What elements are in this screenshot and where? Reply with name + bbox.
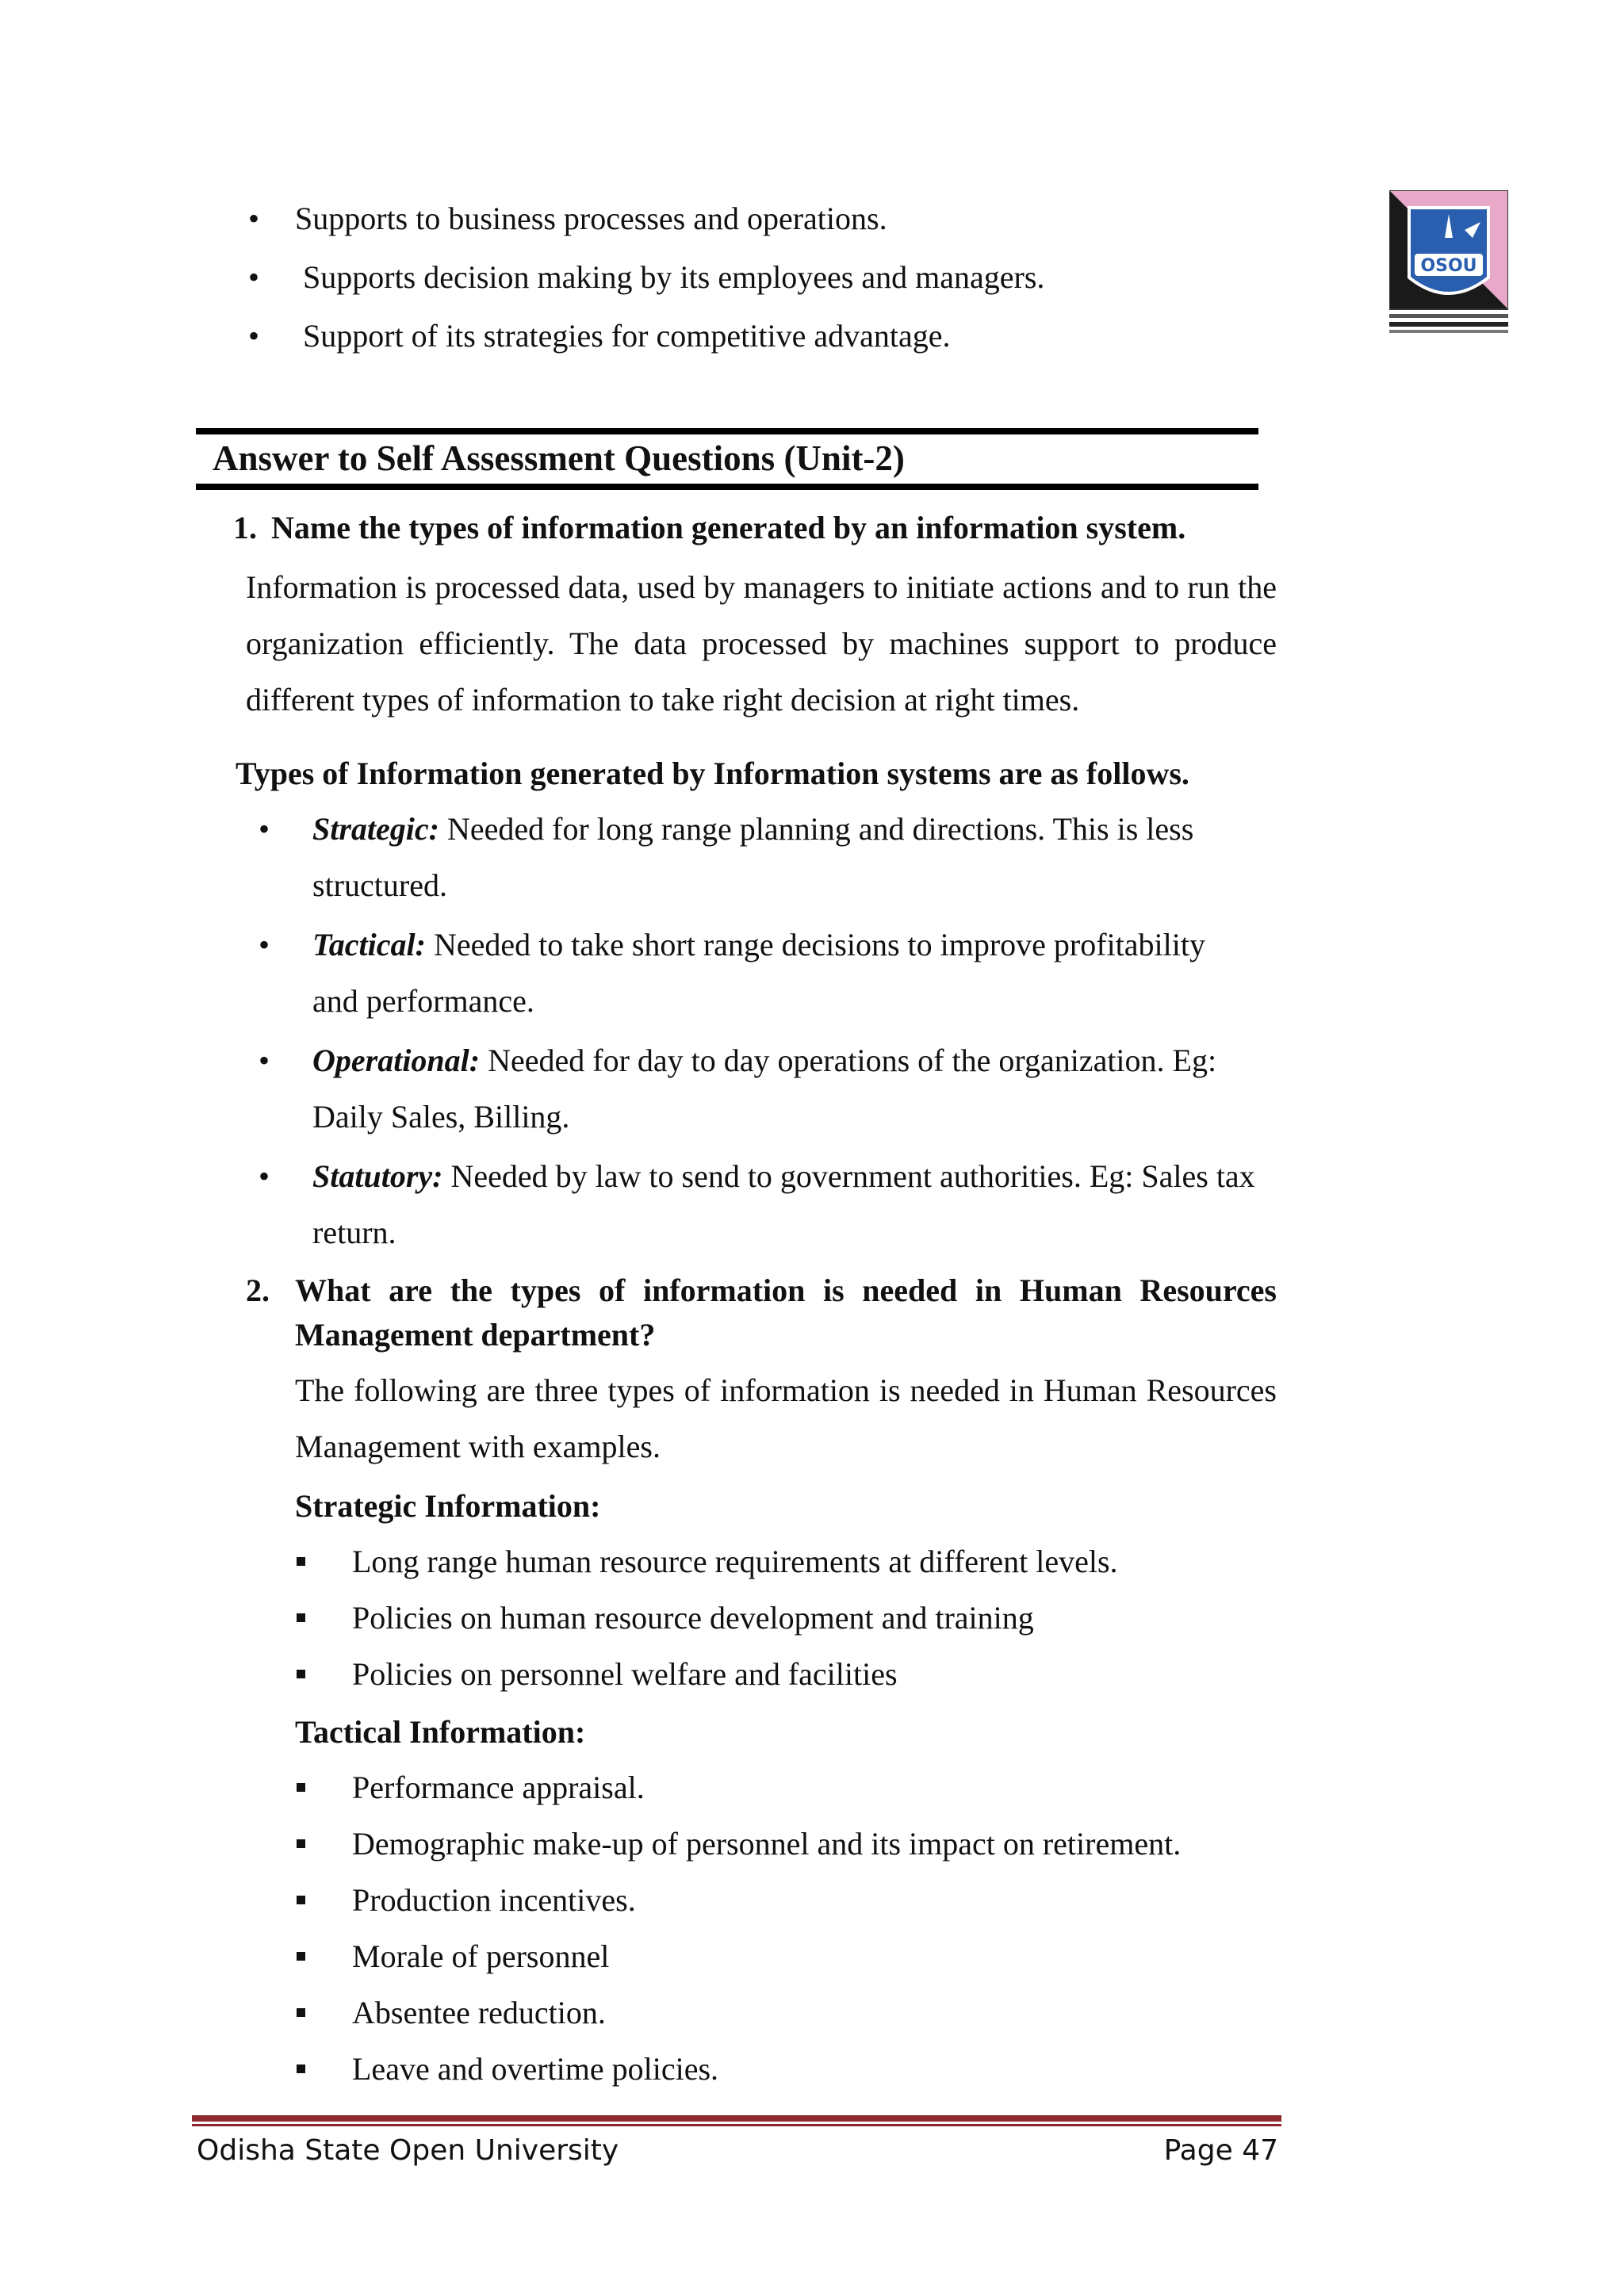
square-bullet-icon: [297, 1896, 305, 1904]
list-item: Long range human resource requirements at different levels.: [293, 1533, 1285, 1590]
heading-top-rule: [196, 428, 1258, 434]
square-bullet-icon: [297, 1557, 305, 1566]
bullet-icon: •: [258, 811, 270, 847]
logo-text: OSOU: [1420, 256, 1477, 276]
square-bullet-icon: [297, 1670, 305, 1678]
types-heading: Types of Information generated by Information systems are as follows.: [236, 756, 1189, 791]
question-2-number: 2.: [246, 1272, 270, 1308]
top-bullet-list: [238, 197, 1348, 373]
question-1-answer: Information is processed data, used by managers to initiate actions and to run the organization efficiently. The data processed by machines support to produce different types of information to take right decision at right times.: [246, 569, 1277, 718]
strategic-heading: Strategic Information:: [295, 1488, 601, 1524]
type-term: Tactical:: [312, 927, 426, 962]
list-item: [238, 197, 1348, 255]
section-heading: Answer to Self Assessment Questions (Unit-2): [213, 438, 905, 478]
square-bullet-icon: [297, 2008, 305, 2017]
bullet-icon: •: [258, 1158, 270, 1194]
list-item: Leave and overtime policies.: [293, 2041, 1285, 2097]
list-item: Policies on human resource development and training: [293, 1590, 1285, 1646]
question-2-answer: The following are three types of information is needed in Human Resources Management with examples.: [295, 1372, 1277, 1464]
footer-page-number: Page 47: [1163, 2134, 1278, 2167]
bullet-icon: •: [258, 1043, 270, 1078]
type-term: Operational:: [312, 1043, 481, 1078]
question-1-number: 1.: [233, 510, 257, 545]
list-item: [252, 1032, 1283, 1145]
list-item: [252, 916, 1283, 1029]
bullet-text: Supports decision making by its employees and managers.: [303, 259, 1045, 295]
list-item: [238, 314, 1348, 373]
square-bullet-icon: [297, 1839, 305, 1848]
tactical-list: [293, 1759, 1285, 2097]
list-item: [238, 255, 1348, 314]
footer-university-name: Odisha State Open University: [197, 2134, 619, 2167]
type-desc: Needed for long range planning and directions. This is less structured.: [312, 811, 1194, 903]
square-bullet-icon: [297, 2064, 305, 2073]
information-types-list: [252, 801, 1283, 1264]
list-item: [252, 1148, 1283, 1261]
bullet-icon: •: [247, 201, 259, 236]
type-desc: Needed for day to day operations of the organization. Eg: Daily Sales, Billing.: [312, 1043, 1217, 1135]
list-item: Morale of personnel: [293, 1928, 1285, 1984]
bullet-icon: •: [247, 259, 259, 295]
bullet-text: Support of its strategies for competitive advantage.: [303, 318, 951, 354]
type-desc: Needed to take short range decisions to improve profitability and performance.: [312, 927, 1206, 1019]
footer-rule: [192, 2115, 1281, 2122]
bullet-icon: •: [247, 318, 259, 354]
type-term: Strategic:: [312, 811, 439, 847]
heading-bottom-rule: [196, 484, 1258, 490]
list-item: Demographic make-up of personnel and its impact on retirement.: [293, 1816, 1285, 1872]
bullet-icon: •: [258, 927, 270, 962]
strategic-list: [293, 1533, 1285, 1702]
square-bullet-icon: [297, 1952, 305, 1961]
type-term: Statutory:: [312, 1158, 443, 1194]
question-2-text: What are the types of information is needed in Human Resources Management department?: [295, 1272, 1277, 1353]
bullet-text: Supports to business processes and operations.: [295, 201, 887, 236]
list-item: Absentee reduction.: [293, 1984, 1285, 2041]
list-item: [252, 801, 1283, 913]
tactical-heading: Tactical Information:: [295, 1714, 586, 1750]
type-desc: Needed by law to send to government authorities. Eg: Sales tax return.: [312, 1158, 1255, 1250]
footer-rule-thin: [192, 2124, 1281, 2126]
university-logo: [1389, 190, 1508, 338]
question-1-text: Name the types of information generated by an information system.: [271, 510, 1186, 545]
list-item: Performance appraisal.: [293, 1759, 1285, 1816]
list-item: Production incentives.: [293, 1872, 1285, 1928]
square-bullet-icon: [297, 1783, 305, 1792]
square-bullet-icon: [297, 1613, 305, 1622]
list-item: Policies on personnel welfare and facilities: [293, 1646, 1285, 1702]
